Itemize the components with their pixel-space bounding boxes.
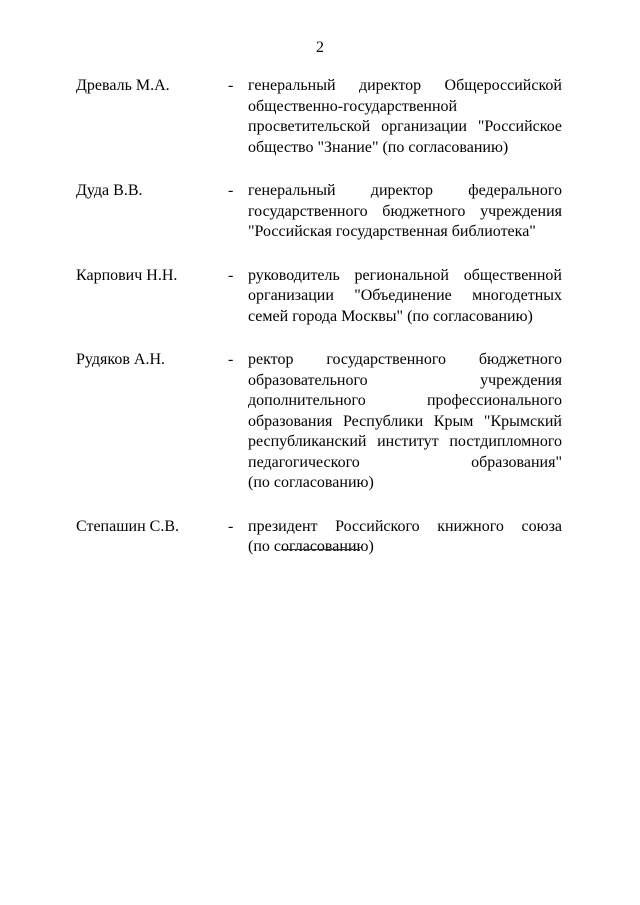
position-line: (по согласованию) xyxy=(248,538,374,555)
position-line: ректор государственного бюджетного xyxy=(248,351,562,368)
member-entry xyxy=(76,181,562,243)
position-line: "Российская государственная библиотека" xyxy=(248,223,536,240)
member-name: Степашин С.В. xyxy=(76,517,180,535)
member-entry xyxy=(76,266,562,328)
dash-separator: - xyxy=(228,517,234,535)
member-position xyxy=(248,517,562,558)
position-line: организации "Объединение многодетных xyxy=(248,287,562,304)
position-line: просветительской организации "Российское xyxy=(248,118,562,135)
member-position xyxy=(248,181,562,243)
position-line: президент Российского книжного союза xyxy=(248,517,562,535)
dash-separator: - xyxy=(228,182,234,199)
member-entry xyxy=(76,350,562,494)
member-name: Рудяков А.Н. xyxy=(76,351,166,368)
dash-separator: - xyxy=(228,266,234,284)
member-name: Дуда В.В. xyxy=(76,182,143,199)
dash-separator: - xyxy=(228,351,234,368)
position-line: государственного бюджетного учреждения xyxy=(248,202,562,220)
end-of-list-rule xyxy=(281,549,360,550)
member-name: Древаль М.А. xyxy=(76,77,170,94)
position-line: дополнительного профессионального xyxy=(248,392,562,409)
member-position xyxy=(248,350,562,494)
dash-separator: - xyxy=(228,77,234,94)
position-line: генеральный директор федерального xyxy=(248,182,562,199)
member-name: Карпович Н.Н. xyxy=(76,266,178,284)
position-line: республиканский институт постдипломного xyxy=(248,433,562,450)
members-list xyxy=(76,76,562,581)
position-line: (по согласованию) xyxy=(248,474,374,491)
member-position xyxy=(248,266,562,328)
position-line: общественно-государственной xyxy=(248,97,458,115)
member-entry xyxy=(76,76,562,158)
position-line: образования Республики Крым "Крымский xyxy=(248,412,562,430)
member-entry xyxy=(76,517,562,558)
position-line: генеральный директор Общероссийской xyxy=(248,77,562,94)
position-line: общество "Знание" (по согласованию) xyxy=(248,138,509,156)
member-position xyxy=(248,76,562,158)
position-line: педагогического образования" xyxy=(248,453,562,471)
position-line: руководитель региональной общественной xyxy=(248,266,562,284)
page-number: 2 xyxy=(316,39,324,56)
position-line: семей города Москвы" (по согласованию) xyxy=(248,307,533,325)
position-line: образовательного учреждения xyxy=(248,371,562,389)
